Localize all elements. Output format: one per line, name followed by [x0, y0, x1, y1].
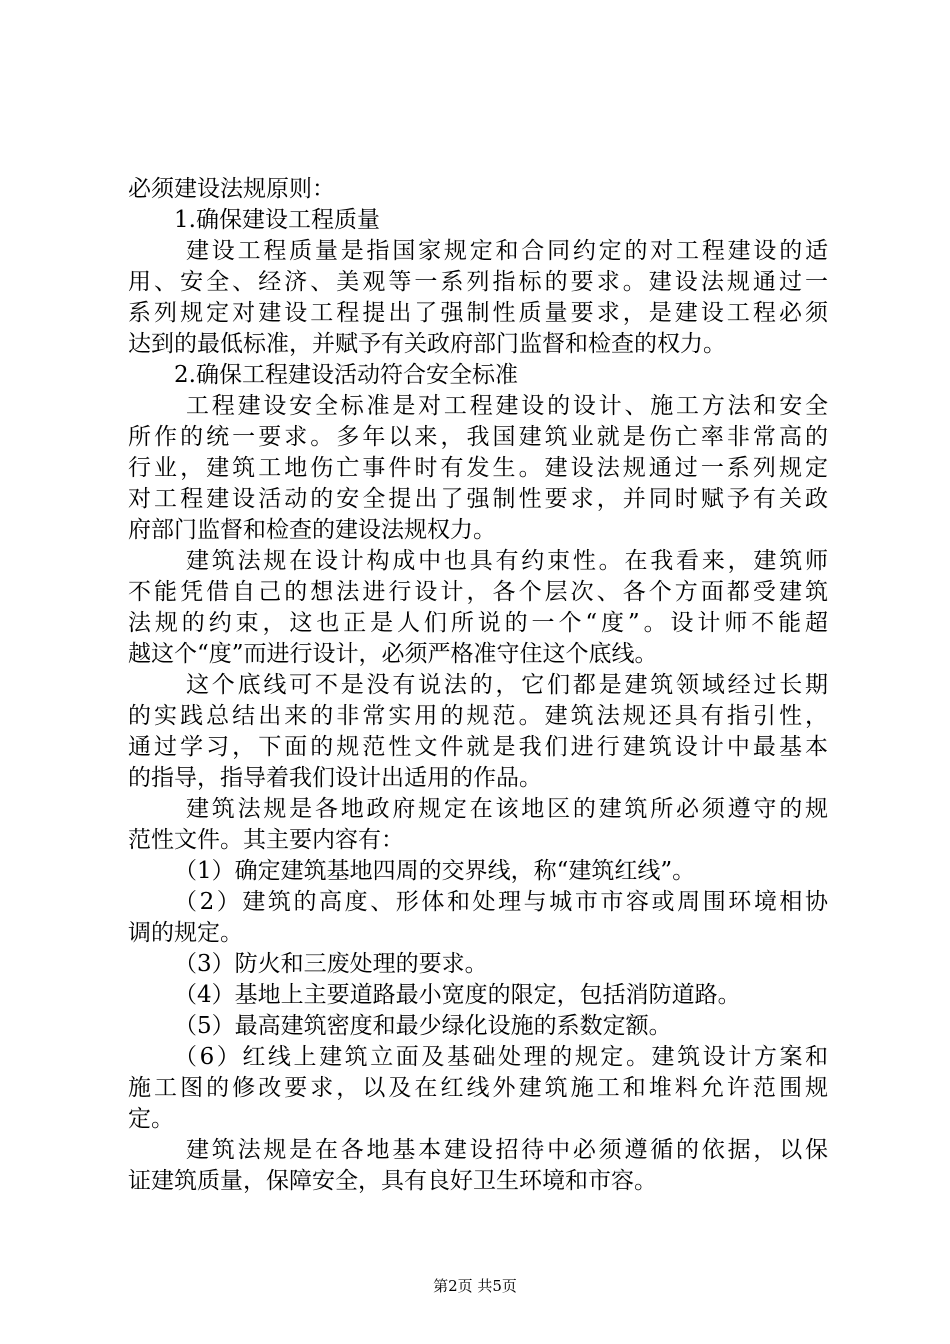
paragraph-line: 的实践总结出来的非常实用的规范。建筑法规还具有指引性，	[128, 703, 828, 729]
paragraph-line: 证建筑质量，保障安全，具有良好卫生环境和市容。	[128, 1168, 657, 1194]
paragraph-line: 通过学习，下面的规范性文件就是我们进行建筑设计中最基本	[128, 734, 828, 760]
paragraph-line: 用、安全、经济、美观等一系列指标的要求。建设法规通过一	[128, 269, 828, 295]
paragraph-line: 建设工程质量是指国家规定和合同约定的对工程建设的适	[186, 238, 828, 264]
paragraph-line: 建筑法规是各地政府规定在该地区的建筑所必须遵守的规	[186, 796, 828, 822]
paragraph-line: 越这个“度”而进行设计，必须严格准守住这个底线。	[128, 641, 658, 667]
paragraph-line: 行业，建筑工地伤亡事件时有发生。建设法规通过一系列规定	[128, 455, 828, 481]
paragraph-line: 不能凭借自己的想法进行设计，各个层次、各个方面都受建筑	[128, 579, 828, 605]
paragraph-line: 对工程建设活动的安全提出了强制性要求，并同时赋予有关政	[128, 486, 828, 512]
paragraph-line: 建筑法规在设计构成中也具有约束性。在我看来，建筑师	[186, 548, 828, 574]
list-item: （5）最高建筑密度和最少绿化设施的系数定额。	[174, 1013, 672, 1039]
list-item: （1）确定建筑基地四周的交界线，称“建筑红线”。	[174, 858, 696, 884]
paragraph-line: 这个底线可不是没有说法的，它们都是建筑领域经过长期	[186, 672, 828, 698]
paragraph-line: 建筑法规是在各地基本建设招待中必须遵循的依据，以保	[186, 1137, 828, 1163]
list-item-continuation: 施工图的修改要求，以及在红线外建筑施工和堆料允许范围规	[128, 1075, 828, 1101]
list-item: （2）建筑的高度、形体和处理与城市市容或周围环境相协	[174, 889, 828, 915]
paragraph-line: 的指导，指导着我们设计出适用的作品。	[128, 765, 542, 791]
paragraph-line: 范性文件。其主要内容有：	[128, 827, 404, 853]
heading-1: 1.确保建设工程质量	[174, 207, 380, 233]
paragraph-line: 府部门监督和检查的建设法规权力。	[128, 517, 496, 543]
paragraph-line: 所作的统一要求。多年以来，我国建筑业就是伤亡率非常高的	[128, 424, 828, 450]
paragraph-line: 工程建设安全标准是对工程建设的设计、施工方法和安全	[186, 393, 828, 419]
heading-2: 2.确保工程建设活动符合安全标准	[174, 362, 518, 388]
list-item-continuation: 调的规定。	[128, 920, 243, 946]
section-intro-line: 必须建设法规原则：	[128, 176, 335, 202]
list-item-continuation: 定。	[128, 1106, 174, 1132]
paragraph-line: 法规的约束，这也正是人们所说的一个“度”。设计师不能超	[128, 610, 828, 636]
paragraph-line: 系列规定对建设工程提出了强制性质量要求，是建设工程必须	[128, 300, 828, 326]
list-item: （3）防火和三废处理的要求。	[174, 951, 488, 977]
list-item: （4）基地上主要道路最小宽度的限定，包括消防道路。	[174, 982, 741, 1008]
paragraph-line: 达到的最低标准，并赋予有关政府部门监督和检查的权力。	[128, 331, 726, 357]
list-item: （6）红线上建筑立面及基础处理的规定。建筑设计方案和	[174, 1044, 828, 1070]
page-number-footer: 第2页 共5页	[433, 1277, 517, 1295]
